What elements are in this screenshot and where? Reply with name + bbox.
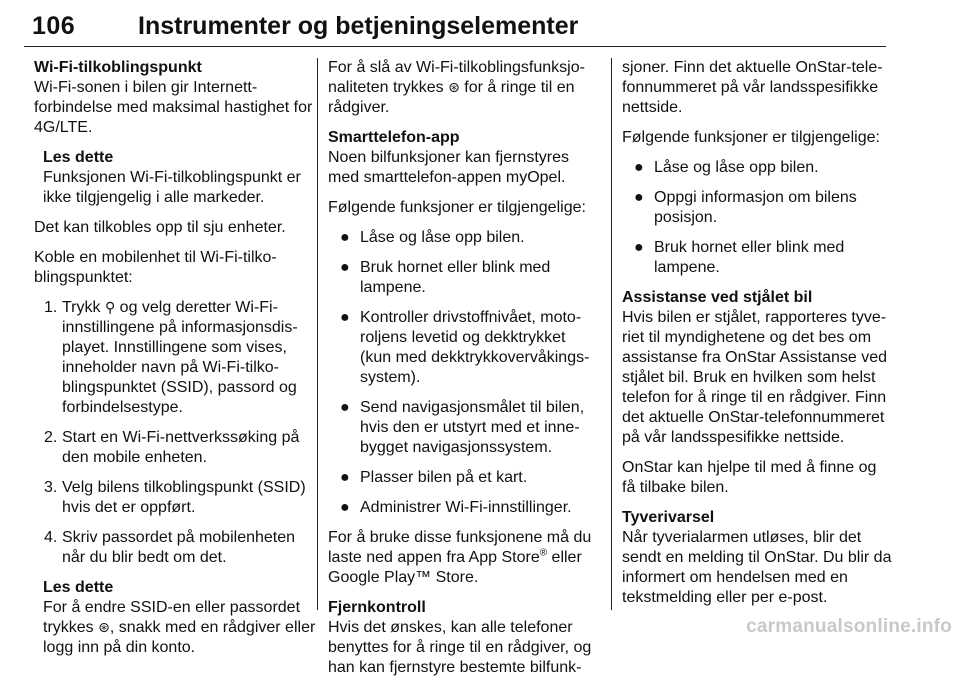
section-heading-wifi: Wi-Fi-tilkoblingspunkt — [34, 59, 202, 76]
onstar-icon: ⊛ — [98, 620, 110, 636]
paragraph: OnStar kan hjelpe til med å finne og få tilbake bilen. — [622, 459, 877, 496]
feature-list — [328, 228, 598, 518]
column-3 — [622, 58, 892, 618]
paragraph: For å bruke disse funksjonene må du laste ned appen fra App Store® eller Google Play™ Store. — [328, 529, 592, 586]
onstar-icon: ⊛ — [448, 80, 460, 96]
paragraph: For å slå av Wi-Fi-tilkoblingsfunksjonaliteten trykkes ⊛ for å ringe til en rådgiver. — [328, 59, 585, 116]
bullet-icon: ● — [340, 259, 350, 276]
bullet-icon: ● — [340, 499, 350, 516]
column-divider — [611, 58, 612, 610]
list-item: ● Administrer Wi-Fi-innstillinger. — [340, 499, 572, 516]
paragraph: Når tyverialarmen utløses, blir det sendt en melding til OnStar. Du blir da informert om hendelsen med en tekstmelding eller per e-post. — [622, 529, 892, 606]
section-heading-remote: Fjernkontroll — [328, 599, 426, 616]
paragraph: Noen bilfunksjoner kan fjernstyres med smarttelefon-appen myOpel. — [328, 149, 570, 186]
list-item: ● Plasser bilen på et kart. — [340, 469, 528, 486]
column-divider — [317, 58, 318, 610]
list-item: 2. Start en Wi-Fi-nettverkssøking på den mobile enheten. — [44, 429, 300, 466]
bullet-icon: ● — [634, 159, 644, 176]
step-number: 4. — [44, 529, 58, 546]
paragraph: Hvis det ønskes, kan alle telefoner benyttes for å ringe til en rådgiver, og han kan fjernstyre bestemte bilfunk- — [328, 619, 592, 676]
note-text: For å endre SSID-en eller passordet trykkes ⊛, snakk med en rådgiver eller logg inn på din konto. — [43, 599, 316, 656]
list-item: ● Oppgi informasjon om bilens posisjon. — [634, 189, 857, 226]
page-number: 106 — [32, 12, 76, 40]
section-heading-app: Smarttelefon-app — [328, 129, 460, 146]
bullet-icon: ● — [634, 239, 644, 256]
step-number: 3. — [44, 479, 58, 496]
paragraph: sjoner. Finn det aktuelle OnStar-telefonnummeret på vår landsspesifikke nettside. — [622, 59, 883, 116]
paragraph: Wi-Fi-sonen i bilen gir Internett-forbindelse med maksimal hastighet for 4G/LTE. — [34, 79, 313, 136]
column-2 — [328, 58, 598, 688]
list-item: 4. Skriv passordet på mobilenheten når du blir bedt om det. — [44, 529, 296, 566]
list-item: 3. Velg bilens tilkoblingspunkt (SSID) hvis det er oppført. — [44, 479, 306, 516]
list-item: 1. Trykk ⚲ og velg deretter Wi-Fi-innstillingene på informasjonsdisplayet. Innstillingene som vises, inneholder navn på Wi-Fi-tilkoblingspunktet (SSID), passord og forbindelsestype. — [44, 299, 298, 416]
paragraph: Det kan tilkobles opp til sju enheter. — [34, 219, 286, 236]
registered-mark: ® — [539, 547, 548, 559]
watermark-logo: carmanualsonline.info — [746, 616, 952, 637]
bullet-icon: ● — [634, 189, 644, 206]
paragraph: Følgende funksjoner er tilgjengelige: — [622, 129, 880, 146]
paragraph: Følgende funksjoner er tilgjengelige: — [328, 199, 586, 216]
steps-list — [34, 298, 316, 568]
section-heading-alarm: Tyverivarsel — [622, 509, 715, 526]
feature-list — [622, 158, 892, 278]
paragraph: Hvis bilen er stjålet, rapporteres tyveriet til myndighetene og det bes om assistanse fra OnStar Assistanse ved stjålet bil. Bruk en hvilken som helst telefon for å ringe til en rådgiver. Finn det aktuelle OnStar-telefonnummeret på vår landsspesifikke nettside. — [622, 309, 888, 446]
note-title: Les dette — [43, 149, 114, 166]
paragraph: Koble en mobilenhet til Wi-Fi-tilkoblingspunktet: — [34, 249, 277, 286]
note-text: Funksjonen Wi-Fi-tilkoblingspunkt er ikke tilgjengelig i alle markeder. — [43, 169, 301, 206]
column-1 — [34, 58, 316, 668]
list-item: ● Kontroller drivstoffnivået, motoroljens levetid og dekktrykket (kun med dekktrykkovervåkingssystem). — [340, 309, 590, 386]
bullet-icon: ● — [340, 229, 350, 246]
note-box — [34, 578, 316, 658]
step-number: 2. — [44, 429, 58, 446]
note-box — [34, 148, 316, 208]
note-title: Les dette — [43, 579, 114, 596]
bullet-icon: ● — [340, 399, 350, 416]
list-item: ● Låse og låse opp bilen. — [340, 229, 525, 246]
phone-icon: ⚲ — [104, 300, 116, 316]
list-item: ● Låse og låse opp bilen. — [634, 159, 819, 176]
page-header — [24, 8, 886, 47]
bullet-icon: ● — [340, 469, 350, 486]
step-number: 1. — [44, 299, 58, 316]
list-item: ● Bruk hornet eller blink med lampene. — [340, 259, 551, 296]
bullet-icon: ● — [340, 309, 350, 326]
section-heading-theft: Assistanse ved stjålet bil — [622, 289, 813, 306]
running-head-title: Instrumenter og betjeningselementer — [138, 12, 579, 40]
list-item: ● Bruk hornet eller blink med lampene. — [634, 239, 845, 276]
list-item: ● Send navigasjonsmålet til bilen, hvis den er utstyrt med et innebygget navigasjonssystem. — [340, 399, 585, 456]
